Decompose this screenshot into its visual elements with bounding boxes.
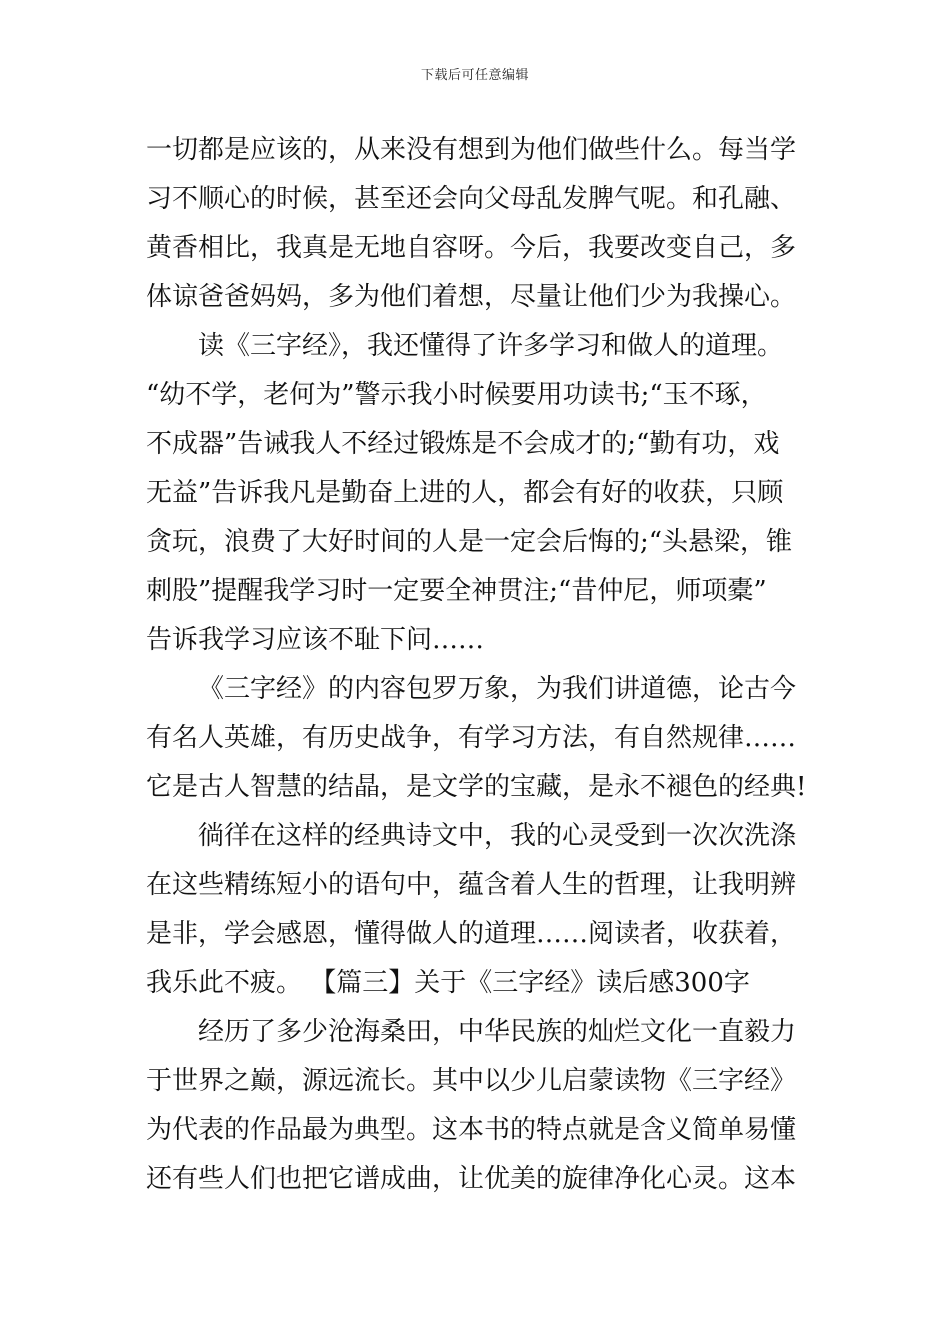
text-line: 告诉我学习应该不耻下问……: [146, 625, 485, 655]
page-header: 下载后可任意编辑: [420, 68, 529, 83]
text-line: 贪玩，浪费了大好时间的人是一定会后悔的;“头悬梁，锥: [146, 527, 793, 557]
paragraph-start-line: 徜徉在这样的经典诗文中，我的心灵受到一次次洗涤: [198, 821, 797, 851]
paragraph-start-line: 经历了多少沧海桑田，中华民族的灿烂文化一直毅力: [198, 1017, 797, 1047]
text-line: 不成器”告诫我人不经过锻炼是不会成才的;“勤有功，戏: [146, 429, 780, 459]
text-line: 体谅爸爸妈妈，多为他们着想，尽量让他们少为我操心。: [146, 282, 797, 312]
text-line: 刺股”提醒我学习时一定要全神贯注;“昔仲尼，师项橐”: [146, 576, 767, 606]
text-line: 于世界之巅，源远流长。其中以少儿启蒙读物《三字经》: [146, 1066, 797, 1096]
text-line: “幼不学，老何为”警示我小时候要用功读书;“玉不琢，: [146, 380, 767, 410]
text-line: 我乐此不疲。 【篇三】关于《三字经》读后感300字: [146, 968, 750, 998]
text-line: 为代表的作品最为典型。这本书的特点就是含义简单易懂: [146, 1115, 797, 1145]
document-body: [146, 126, 810, 1204]
text-line: 无益”告诉我凡是勤奋上进的人，都会有好的收获，只顾: [146, 478, 784, 508]
text-line: 还有些人们也把它谱成曲，让优美的旋律净化心灵。这本: [146, 1164, 797, 1194]
text-line: 习不顺心的时候，甚至还会向父母乱发脾气呢。和孔融、: [146, 184, 797, 214]
paragraph-start-line: 读《三字经》，我还懂得了许多学习和做人的道理。: [198, 331, 784, 361]
text-line: 一切都是应该的，从来没有想到为他们做些什么。每当学: [146, 135, 797, 165]
text-line: 它是古人智慧的结晶，是文学的宝藏，是永不褪色的经典!: [146, 772, 807, 802]
text-line: 在这些精练短小的语句中，蕴含着人生的哲理，让我明辨: [146, 870, 797, 900]
paragraph-start-line: 《三字经》的内容包罗万象，为我们讲道德，论古今: [198, 674, 797, 704]
text-line: 黄香相比，我真是无地自容呀。今后，我要改变自己，多: [146, 233, 797, 263]
text-line: 有名人英雄，有历史战争，有学习方法，有自然规律……: [146, 723, 797, 753]
text-line: 是非，学会感恩，懂得做人的道理……阅读者，收获着，: [146, 919, 797, 949]
